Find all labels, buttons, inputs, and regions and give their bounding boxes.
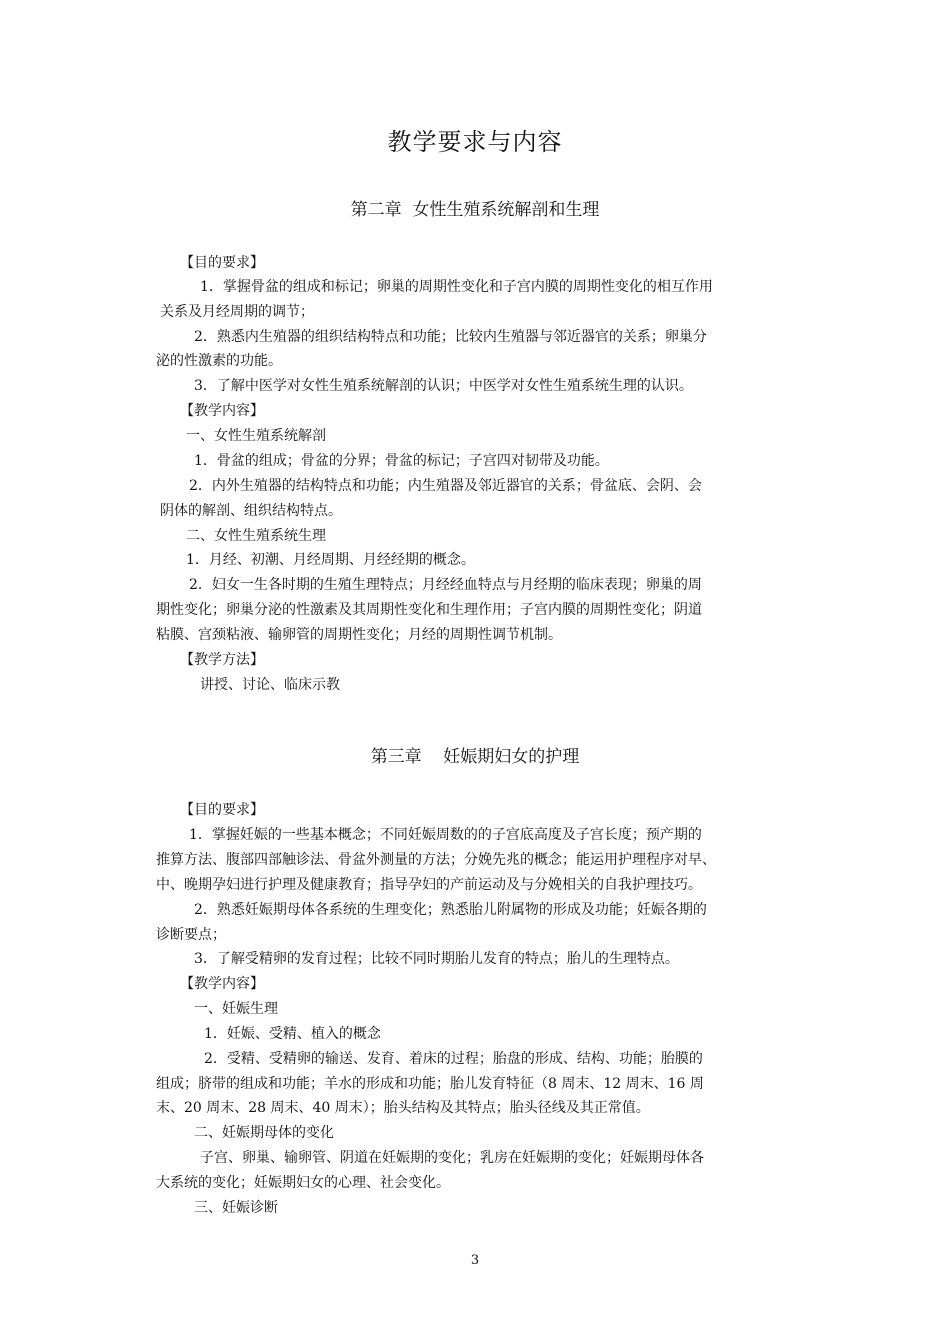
ch2-aim1-line1: 1．掌握骨盆的组成和标记；卵巢的周期性变化和子宫内膜的周期性变化的相互作用 [200, 279, 713, 295]
ch3-aim2-line2: 诊断要点； [156, 927, 226, 943]
ch3-section-1-item-1: 1．妊娠、受精、植入的概念 [204, 1026, 381, 1042]
ch2-section-1-item-2-line1: 2．内外生殖器的结构特点和功能；内生殖器及邻近器官的关系；骨盆底、会阴、会 [189, 478, 702, 494]
ch3-section-1-item-2-line3: 末、20 周末、28 周末、40 周末）；胎头结构及其特点；胎头径线及其正常值。 [156, 1100, 650, 1116]
ch2-method: 讲授、讨论、临床示教 [200, 677, 340, 693]
ch3-section-3: 三、妊娠诊断 [194, 1200, 278, 1216]
ch2-aim2-line2: 泌的性激素的功能。 [156, 353, 282, 369]
ch3-aim1-line3: 中、晚期孕妇进行护理及健康教育；指导孕妇的产前运动及与分娩相关的自我护理技巧。 [156, 877, 702, 893]
ch3-section-2: 二、妊娠期母体的变化 [194, 1125, 334, 1141]
ch2-method-label: 【教学方法】 [180, 652, 264, 668]
ch3-aim1-line1: 1．掌握妊娠的一些基本概念；不同妊娠周数的的子宫底高度及子宫长度；预产期的 [189, 827, 702, 843]
ch3-content-label: 【教学内容】 [180, 976, 264, 992]
page-title: 教学要求与内容 [387, 128, 563, 156]
ch3-aims-label: 【目的要求】 [180, 802, 264, 818]
ch2-section-2: 二、女性生殖系统生理 [186, 528, 326, 544]
ch2-section-2-item-1: 1．月经、初潮、月经周期、月经经期的概念。 [186, 552, 475, 568]
ch3-section-2-item-line2: 大系统的变化；妊娠期妇女的心理、社会变化。 [156, 1175, 450, 1191]
ch3-aim1-line2: 推算方法、腹部四部触诊法、骨盆外测量的方法；分娩先兆的概念；能运用护理程序对早、 [156, 852, 716, 868]
ch3-section-1: 一、妊娠生理 [194, 1001, 278, 1017]
ch3-aim2-line1: 2．熟悉妊娠期母体各系统的生理变化；熟悉胎儿附属物的形成及功能；妊娠各期的 [194, 902, 707, 918]
ch2-aim3: 3．了解中医学对女性生殖系统解剖的认识；中医学对女性生殖系统生理的认识。 [194, 378, 693, 394]
chapter-3-heading: 第三章 妊娠期妇女的护理 [370, 747, 580, 767]
ch2-content-label: 【教学内容】 [180, 403, 264, 419]
ch2-section-2-item-2-line1: 2．妇女一生各时期的生殖生理特点；月经经血特点与月经期的临床表现；卵巢的周 [189, 577, 702, 593]
ch2-aim2-line1: 2．熟悉内生殖器的组织结构特点和功能；比较内生殖器与邻近器官的关系；卵巢分 [194, 329, 707, 345]
ch2-section-2-item-2-line3: 粘膜、宫颈粘液、输卵管的周期性变化；月经的周期性调节机制。 [156, 627, 562, 643]
ch2-section-1-item-2-line2: 阴体的解剖、组织结构特点。 [160, 503, 342, 519]
ch2-section-1-item-1: 1．骨盆的组成；骨盆的分界；骨盆的标记；子宫四对韧带及功能。 [194, 453, 609, 469]
ch3-section-2-item-line1: 子宫、卵巢、输卵管、阴道在妊娠期的变化；乳房在妊娠期的变化；妊娠期母体各 [200, 1150, 704, 1166]
chapter-2-heading: 第二章 女性生殖系统解剖和生理 [350, 200, 600, 220]
ch3-aim3: 3．了解受精卵的发育过程；比较不同时期胎儿发育的特点；胎儿的生理特点。 [194, 951, 679, 967]
ch2-section-2-item-2-line2: 期性变化；卵巢分泌的性激素及其周期性变化和生理作用；子宫内膜的周期性变化；阴道 [156, 602, 702, 618]
ch2-aims-label: 【目的要求】 [180, 255, 264, 271]
ch3-section-1-item-2-line2: 组成；脐带的组成和功能；羊水的形成和功能；胎儿发育特征（8 周末、12 周末、16 周 [156, 1076, 704, 1092]
ch2-aim1-line2: 关系及月经周期的调节； [160, 304, 314, 320]
page-number: 3 [470, 1253, 480, 1268]
ch3-section-1-item-2-line1: 2．受精、受精卵的输送、发育、着床的过程；胎盘的形成、结构、功能；胎膜的 [204, 1051, 703, 1067]
ch2-section-1: 一、女性生殖系统解剖 [186, 428, 326, 444]
